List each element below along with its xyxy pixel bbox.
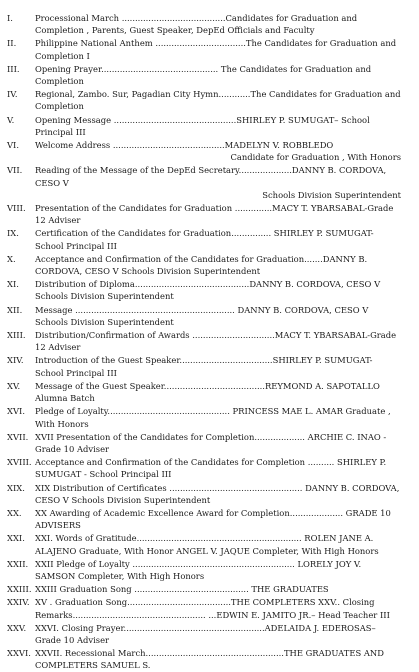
program-item-main: Presentation of the Candidates for Graduation ..............MACY T. YBARSABAL-Grade 12 Adviser [35,203,394,226]
program-item [6,647,401,671]
program-item-main: Welcome Address ..........................................MADELYN V. ROBBLEDO [35,140,334,151]
program-item-main: Opening Prayer............................................ The Candidates for Graduation and Completion [35,63,372,87]
program-item-number: XVII. [7,431,29,442]
program-item-number: IV. [7,89,18,100]
program-item [6,558,401,582]
program-item-number: VI. [7,140,20,151]
program-item-main: XVII Presentation of the Candidates for Completion................... ARCHIE C. INAO - Grade 10 Adviser [35,431,387,454]
program-item [6,114,401,138]
program-item-text [35,37,401,61]
program-item-number: XIII. [7,330,26,341]
program-item [6,456,401,480]
program-item-text [35,12,401,36]
program-item-text [35,558,401,582]
program-item-number: VIII. [7,203,26,214]
program-item [6,253,401,277]
program-item-number: XI. [7,279,19,290]
program-item [6,139,401,163]
program-item-text [35,647,401,671]
program-item-text [35,380,401,404]
program-item-text [35,202,401,226]
program-item-subline: Candidate for Graduation , With Honors [230,152,401,163]
program-item-text [35,253,401,277]
program-item-main: Certification of the Candidates for Graduation............... SHIRLEY P. SUMUGAT- School Principal III [35,228,374,251]
program-item-main: Opening Message ..............................................SHIRLEY P. SUMUGAT– School Principal III [35,114,370,137]
program-item-text [35,227,401,251]
program-item-text [35,456,401,480]
program-item-number: XXVI. [7,648,31,659]
program-item-text [35,304,401,328]
program-item-main: Regional, Zambo. Sur, Pagadian City Hymn............The Candidates for Graduation and Completion [35,89,401,112]
program-item-main: Acceptance and Confirmation of the Candidates for Graduation.......DANNY B. CORDOVA, CESO V Schools Division Superintendent [35,253,368,277]
program-item [6,482,401,506]
program-item-number: V. [7,114,15,125]
program-item [6,278,401,302]
program-item-main: XXIII Graduation Song ........................................... THE GRADUATES [35,584,329,595]
program-item-text [35,88,401,112]
program-item [6,507,401,531]
program-item-text [35,63,401,87]
program-item [6,202,401,226]
program-item [6,431,401,455]
program-item-main: Reading of the Message of the DepEd Secretary....................DANNY B. CORDOVA, CESO V [35,165,387,188]
program-item-text [35,329,401,353]
program-item-main: XX Awarding of Academic Excellence Award for Completion.................... GRADE 10 ADVISERS [35,507,391,531]
program-item [6,622,401,646]
program-item-number: XIX. [7,482,25,493]
program-item-number: X. [7,253,16,264]
program-item [6,37,401,61]
program-item-main: XXI. Words of Gratitude.............................................................. ROLEN JANE A. ALAJENO Graduate, With Honor ANGEL V. JAQUE Completer, With High Honors [35,533,379,556]
program-item-number: II. [7,38,17,49]
program-item-text [35,164,401,201]
program-item [6,583,401,595]
program-item-text [35,532,401,556]
program-item-number: XV. [7,380,21,391]
program-item-number: I. [7,13,13,23]
program-item-main: Acceptance and Confirmation of the Candidates for Completion .......... SHIRLEY P. SUMUGAT - School Principal III [35,457,387,480]
program-item-main: Distribution of Diploma...........................................DANNY B. CORDOVA, CESO V Schools Division Superintendent [35,279,381,302]
program-item-main: Message of the Guest Speaker......................................REYMOND A. SAPOTALLO Alumna Batch [35,380,380,404]
program-item [6,354,401,378]
program-item-text [35,482,401,506]
program-item [6,227,401,251]
program-item [6,63,401,87]
program-item-number: XXIII. [7,584,32,595]
program-item-main: XXII Pledge of Loyalty ............................................................. LORELY JOY V. SAMSON Completer, With High Honors [35,558,362,581]
program-item-number: IX. [7,228,19,239]
program-item-number: XXV. [7,622,27,633]
program-item [6,405,401,429]
program-item-number: III. [7,63,20,74]
program-item [6,532,401,556]
program-item-main: XXVI. Closing Prayer.....................................................ADELAIDA J. EDEROSAS– Grade 10 Adviser [35,622,376,645]
program-item-text [35,622,401,646]
program-item-number: XVIII. [7,457,32,468]
program-item-number: XXI. [7,533,25,544]
program-item-number: VII. [7,165,23,176]
program-item [6,329,401,353]
program-item-text [35,139,401,163]
program-item-number: XII. [7,304,23,315]
program-item-text [35,114,401,138]
program-item-main: XV . Graduation Song.......................................THE COMPLETERS XXV.. Closing Remarks.................................................. ...EDWIN E. JAMITO JR.– Head Teacher III [35,597,390,620]
program-item-number: XIV. [7,355,24,366]
program-item-main: Message ............................................................ DANNY B. CORDOVA, CESO V Schools Division Superintendent [35,304,369,327]
program-item [6,88,401,112]
program-item [6,304,401,328]
program-item-number: XVI. [7,406,25,417]
program-item-text [35,596,401,620]
program-item-text [35,583,401,595]
program-item-text [35,431,401,455]
program-item-main: Pledge of Loyalty.............................................. PRINCESS MAE L. AMAR Graduate , With Honors [35,406,391,429]
program-item-main: XXVII. Recessional March....................................................THE GRADUATES AND COMPLETERS SAMUEL S. [35,648,384,671]
program-item [6,12,401,36]
program-item-number: XX. [7,507,22,518]
program-item-subline: Schools Division Superintendent [262,189,401,200]
program-item-text [35,278,401,302]
program-item-number: XXII. [7,558,29,569]
program-item-main: Distribution/Confirmation of Awards ...............................MACY T. YBARSABAL-Grade 12 Adviser [35,330,397,353]
program-item-main: Introduction of the Guest Speaker...................................SHIRLEY P. SUMUGAT- School Principal III [35,355,373,378]
program-item-text [35,354,401,378]
program-item [6,380,401,404]
program-item-main: XIX Distribution of Certificates .................................................. DANNY B. CORDOVA, CESO V Schools Division Superintendent [35,482,400,505]
program-item-number: XXIV. [7,597,30,608]
program-item [6,596,401,620]
program-item-text [35,507,401,531]
program-item [6,164,401,201]
program-item-text [35,405,401,429]
program-item-main: Philippine National Anthem ..................................The Candidates for Graduation and Completion I [35,38,397,61]
program-item-main: Processional March .......................................Candidates for Graduation and Completion , Parents, Guest Speaker, DepEd Officials and Faculty [35,13,358,36]
